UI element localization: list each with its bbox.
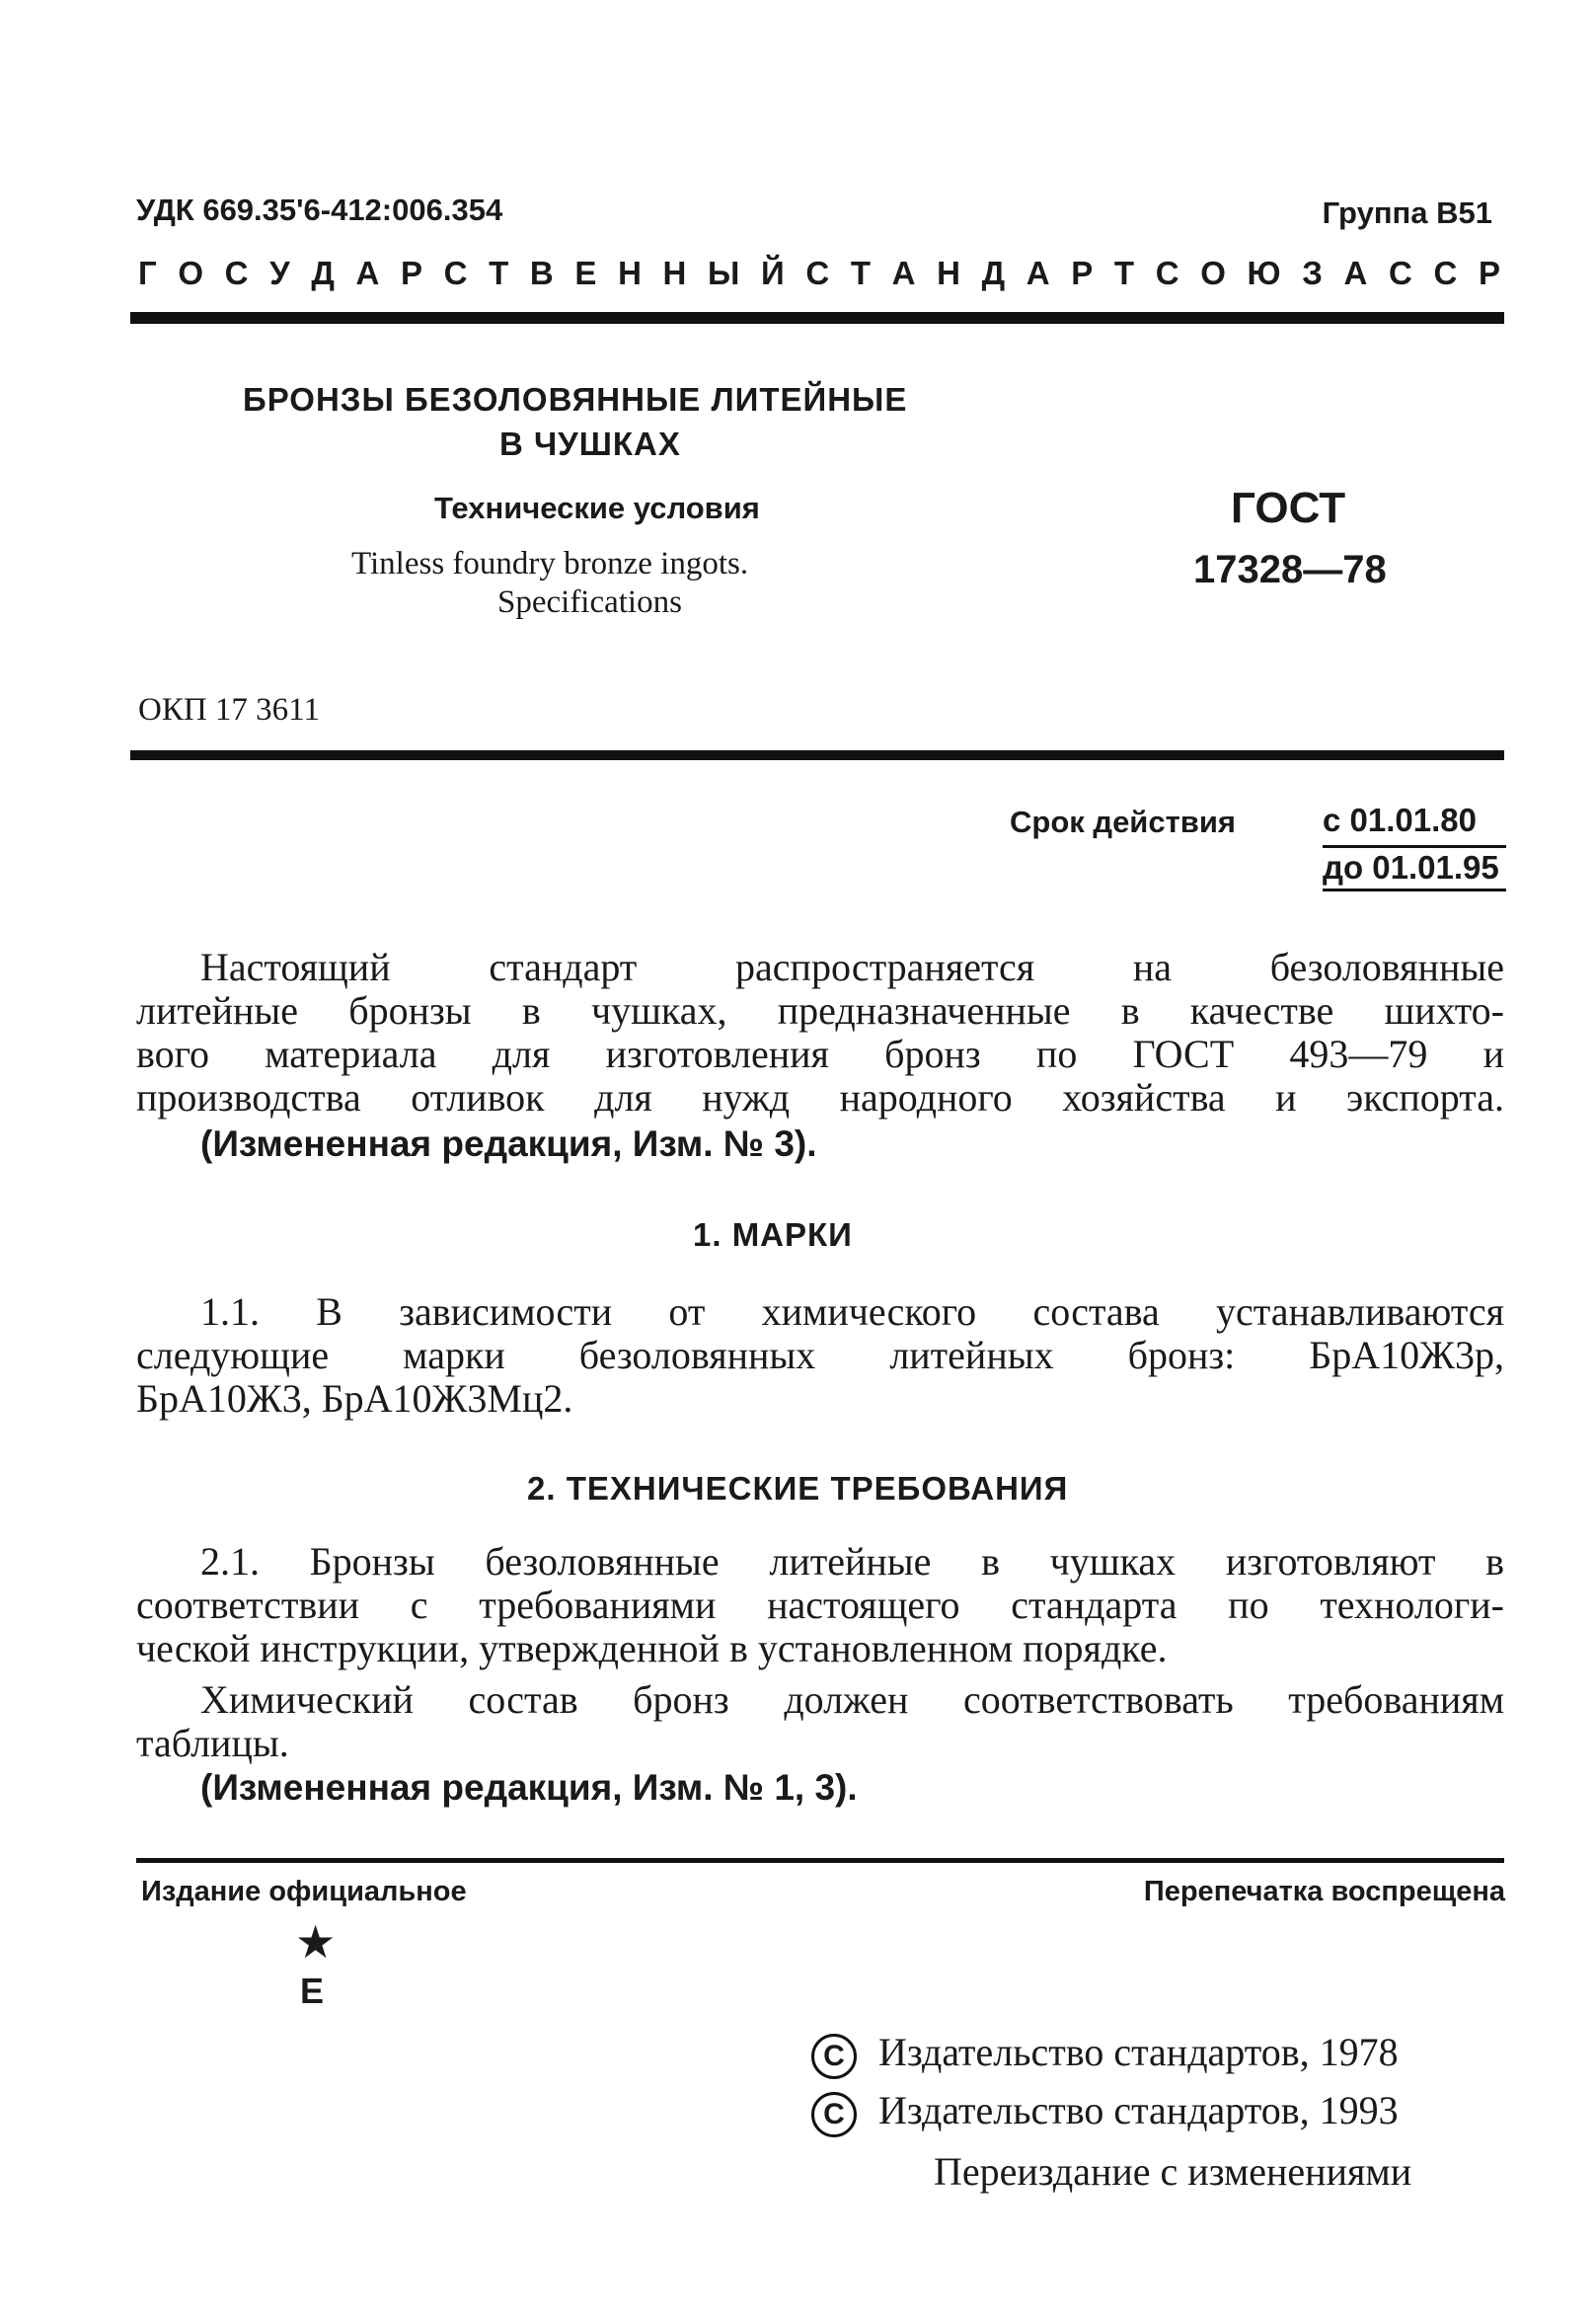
banner-letter: А — [891, 255, 916, 291]
banner-letter: Н — [937, 255, 960, 291]
intro-paragraph — [136, 946, 1504, 1120]
copyright-line-1978 — [811, 2029, 1399, 2079]
banner-letter: Т — [489, 255, 509, 291]
copyright-text: Издательство стандартов, 1993 — [878, 2088, 1399, 2132]
banner-letter: Н — [618, 255, 642, 291]
banner-letter: С — [224, 255, 249, 291]
english-title-line1: Tinless foundry bronze ingots. — [351, 546, 749, 581]
text-line: производства отливок для нужд народного хозяйства и экспорта. — [136, 1075, 1504, 1120]
text-line: Химический состав бронз должен соответствовать требованиям — [200, 1677, 1504, 1722]
banner-letter: Е — [574, 255, 597, 291]
banner-letter: О — [1200, 255, 1226, 291]
group-code: Группа В51 — [1322, 195, 1492, 230]
text-line: 1.1. В зависимости от химического состава устанавливаются — [200, 1289, 1504, 1334]
banner-letter: С — [1155, 255, 1179, 291]
banner-letter: У — [269, 255, 290, 291]
reprint-prohibited-label: Перепечатка воспрещена — [1143, 1876, 1505, 1907]
footer-rule — [136, 1858, 1504, 1863]
banner-letter: А — [1026, 255, 1050, 291]
text-line: соответствии с требованиями настоящего стандарта по технологи- — [136, 1583, 1504, 1627]
banner-letter: А — [355, 255, 380, 291]
text-line: 2.1. Бронзы безоловянные литейные в чушках изготовляют в — [200, 1539, 1504, 1584]
banner-letter: А — [1343, 255, 1368, 291]
text-line: следующие марки безоловянных литейных бронз: БрА10Ж3р, — [136, 1333, 1504, 1377]
grades-paragraph — [136, 1290, 1504, 1421]
composition-paragraph — [136, 1678, 1504, 1765]
text-line: вого материала для изготовления бронз по ГОСТ 493—79 и — [136, 1032, 1504, 1076]
edition-note: (Измененная редакция, Изм. № 1, 3). — [200, 1767, 858, 1808]
banner-letter: С — [1389, 255, 1412, 291]
udk-code: УДК 669.35'6-412:006.354 — [136, 193, 503, 227]
banner-letter: О — [178, 255, 204, 291]
reissue-note: Переиздание с изменениями — [934, 2149, 1412, 2194]
validity-from-underline — [1323, 845, 1506, 848]
banner-letter: С — [1433, 255, 1458, 291]
text-line: литейные бронзы в чушках, предназначенные в качестве шихто- — [136, 988, 1504, 1033]
banner-letter: Р — [1478, 255, 1500, 291]
text-line: БрА10Ж3, БрА10Ж3Мц2. — [136, 1376, 573, 1421]
copyright-line-1993 — [811, 2087, 1399, 2137]
banner-letter: Р — [400, 255, 422, 291]
requirements-paragraph — [136, 1540, 1504, 1670]
banner-letter: Т — [850, 255, 871, 291]
okp-code: ОКП 17 3611 — [138, 692, 320, 728]
banner-letter: Т — [1113, 255, 1135, 291]
edition-note: (Измененная редакция, Изм. № 3). — [200, 1123, 817, 1164]
banner-letter: Н — [662, 255, 687, 291]
text-line: Настоящий стандарт распространяется на безоловянные — [200, 945, 1504, 989]
gost-label: ГОСТ — [1231, 484, 1346, 532]
section-heading-requirements: 2. ТЕХНИЧЕСКИЕ ТРЕБОВАНИЯ — [527, 1470, 1069, 1507]
gost-number: 17328—78 — [1193, 548, 1387, 591]
okp-rule — [130, 750, 1504, 760]
header-rule — [130, 312, 1504, 324]
english-title-line2: Specifications — [497, 584, 682, 620]
text-line: таблицы. — [136, 1721, 289, 1765]
document-title-line1: БРОНЗЫ БЕЗОЛОВЯННЫЕ ЛИТЕЙНЫЕ — [243, 381, 908, 418]
banner-letter: З — [1302, 255, 1323, 291]
document-subtitle: Технические условия — [434, 491, 760, 525]
edition-letter: Е — [300, 1971, 325, 2011]
banner-letter: Г — [138, 255, 157, 291]
banner-letter: Ы — [708, 255, 740, 291]
document-title-line2: В ЧУШКАХ — [499, 426, 681, 462]
copyright-icon: С — [811, 2034, 857, 2079]
state-standard-banner — [138, 255, 1500, 292]
text-line: ческой инструкции, утвержденной в установленном порядке. — [136, 1626, 1168, 1670]
copyright-icon: С — [811, 2092, 857, 2137]
banner-letter: Д — [311, 255, 335, 291]
validity-to-underline — [1323, 889, 1506, 891]
validity-from: с 01.01.80 — [1323, 802, 1477, 838]
section-heading-grades: 1. МАРКИ — [693, 1216, 853, 1253]
banner-letter: С — [443, 255, 468, 291]
banner-letter: Ю — [1247, 255, 1281, 291]
banner-letter: Р — [1071, 255, 1094, 291]
banner-letter: С — [805, 255, 830, 291]
star-icon: ★ — [295, 1917, 337, 1968]
banner-letter: В — [529, 255, 554, 291]
official-edition-label: Издание официальное — [141, 1876, 467, 1907]
validity-label: Срок действия — [1010, 805, 1236, 839]
validity-to: до 01.01.95 — [1323, 849, 1499, 886]
banner-letter: Д — [981, 255, 1006, 291]
copyright-text: Издательство стандартов, 1978 — [878, 2030, 1399, 2074]
banner-letter: Й — [760, 255, 785, 291]
